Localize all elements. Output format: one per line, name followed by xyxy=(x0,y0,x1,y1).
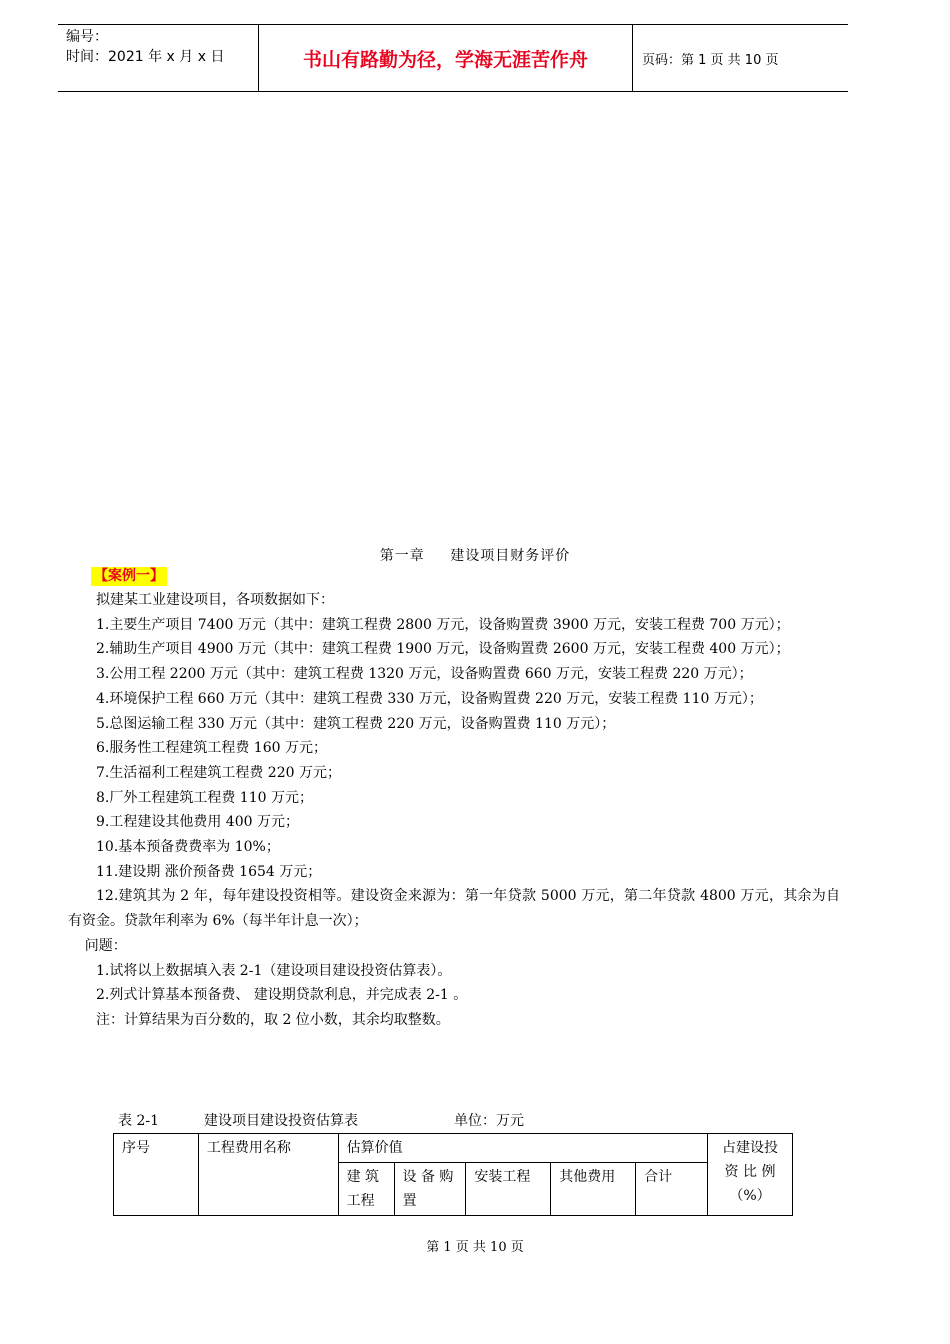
header-construction: 建 筑 工程 xyxy=(338,1163,394,1216)
header-divider xyxy=(632,25,633,91)
paragraph: 5.总图运输工程 330 万元（其中：建筑工程费 220 万元，设备购置费 110 万元）； xyxy=(96,715,616,732)
paragraph: 6.服务性工程建筑工程费 160 万元； xyxy=(96,740,327,757)
document-time: 时间：2021 年 x 月 x 日 xyxy=(66,49,225,65)
paragraph: 2.辅助生产项目 4900 万元（其中：建筑工程费 1900 万元，设备购置费 2600 万元，安装工程费 400 万元）； xyxy=(96,641,790,658)
page-header xyxy=(58,24,848,92)
header-total: 合计 xyxy=(636,1163,708,1216)
table-header-row xyxy=(114,1134,793,1163)
table-unit: 单位：万元 xyxy=(454,1113,524,1129)
paragraph: 11.建设期 涨价预备费 1654 万元； xyxy=(96,863,322,880)
table-number: 表 2-1 xyxy=(118,1113,159,1129)
header-page-info: 页码：第 1 页 共 10 页 xyxy=(642,52,779,68)
paragraph: 8.厂外工程建筑工程费 110 万元； xyxy=(96,789,313,806)
table-caption xyxy=(118,1111,524,1131)
header-motto: 书山有路勤为径，学海无涯苦作舟 xyxy=(302,48,588,71)
paragraph: 10.基本预备费费率为 10%； xyxy=(96,839,280,856)
case-content xyxy=(68,588,840,1033)
chapter-number: 第一章 xyxy=(379,548,425,564)
header-installation: 安装工程 xyxy=(466,1163,551,1216)
investment-estimate-table xyxy=(113,1133,793,1216)
header-seq: 序号 xyxy=(114,1134,199,1216)
questions-heading: 问题： xyxy=(84,937,127,954)
header-meta xyxy=(66,27,224,67)
paragraph: 12.建筑其为 2 年，每年建设投资相等。建设资金来源为：第一年贷款 5000 万元，第二年贷款 4800 万元，其余为自有资金。贷款年利率为 6%（每半年计息一次）； xyxy=(68,888,840,930)
header-equipment: 设 备 购 置 xyxy=(394,1163,466,1216)
chapter-heading xyxy=(0,545,950,565)
question-item: 2.列式计算基本预备费、 建设期贷款利息，并完成表 2-1 。 xyxy=(96,987,468,1004)
chapter-title: 建设项目财务评价 xyxy=(450,548,571,564)
header-name: 工程费用名称 xyxy=(198,1134,338,1216)
header-other: 其他费用 xyxy=(551,1163,636,1216)
question-item: 1.试将以上数据填入表 2-1（建设项目建设投资估算表）。 xyxy=(96,962,452,979)
page-footer: 第 1 页 共 10 页 xyxy=(426,1240,524,1255)
header-estimate: 估算价值 xyxy=(338,1134,707,1163)
table-title: 建设项目建设投资估算表 xyxy=(204,1113,358,1129)
header-ratio: 占建设投资 比 例（%） xyxy=(708,1134,793,1216)
paragraph: 拟建某工业建设项目，各项数据如下： xyxy=(96,592,334,608)
case-label: 【案例一】 xyxy=(91,567,167,586)
paragraph: 7.生活福利工程建筑工程费 220 万元； xyxy=(96,764,341,781)
paragraph: 9.工程建设其他费用 400 万元； xyxy=(96,814,299,831)
paragraph: 1.主要生产项目 7400 万元（其中：建筑工程费 2800 万元，设备购置费 3900 万元，安装工程费 700 万元）； xyxy=(96,616,790,633)
question-note: 注：计算结果为百分数的，取 2 位小数，其余均取整数。 xyxy=(96,1011,450,1028)
paragraph: 3.公用工程 2200 万元（其中：建筑工程费 1320 万元，设备购置费 660 万元，安装工程费 220 万元）； xyxy=(96,666,753,683)
document-number-label: 编号： xyxy=(66,29,108,45)
paragraph: 4.环境保护工程 660 万元（其中：建筑工程费 330 万元，设备购置费 220 万元，安装工程费 110 万元）； xyxy=(96,690,763,707)
